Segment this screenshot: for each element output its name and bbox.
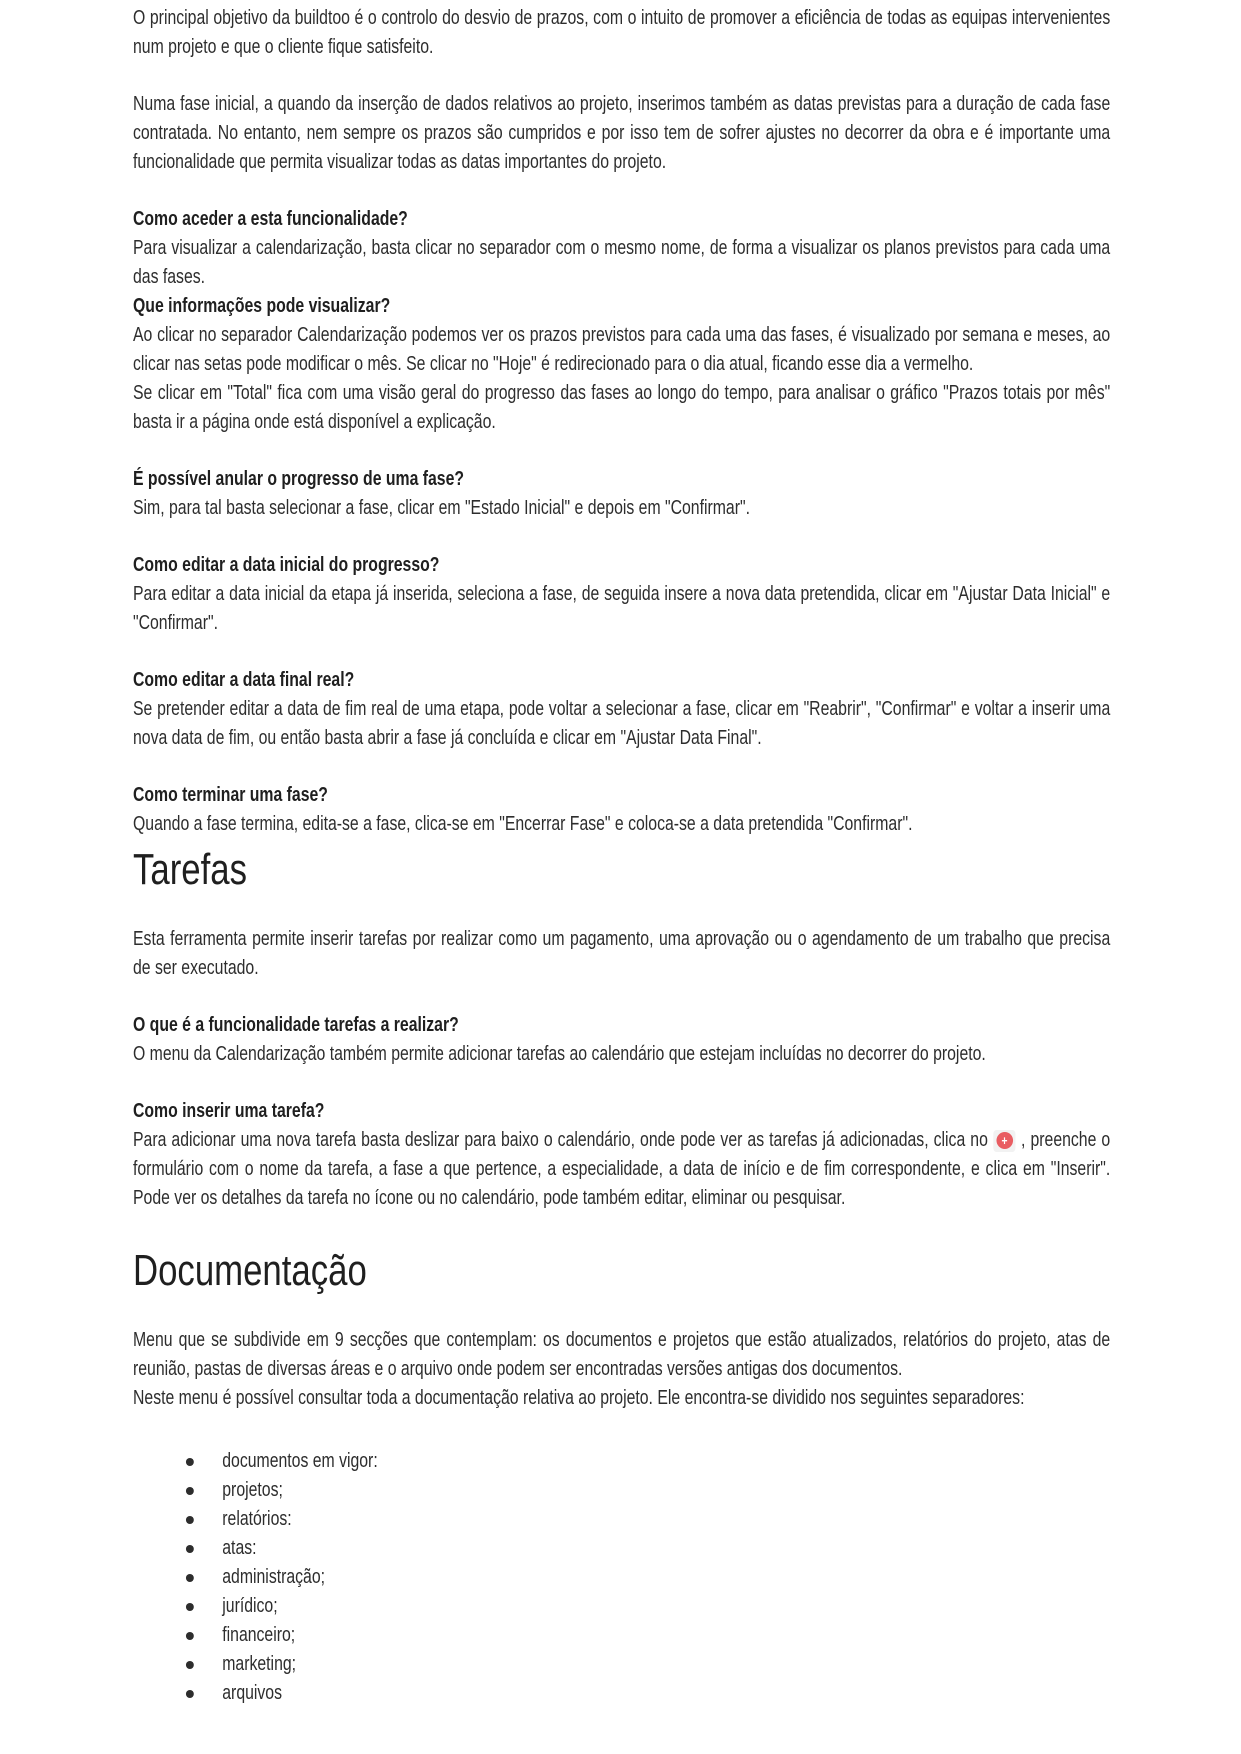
bullet-icon (186, 1545, 194, 1553)
faq-question-editar-data-inicial: Como editar a data inicial do progresso? (133, 554, 440, 576)
tarefas-intro-paragraph: Esta ferramenta permite inserir tarefas por realizar como um pagamento, uma aprovação ou o agendamento de um trabalho que precisa de ser executado. (133, 928, 1111, 979)
faq-question-tarefas-realizar: O que é a funcionalidade tarefas a realizar? (133, 1014, 459, 1036)
list-item (133, 1650, 1110, 1679)
bullet-icon (186, 1574, 194, 1582)
answer-text-before-icon: Para adicionar uma nova tarefa basta deslizar para baixo o calendário, onde pode ver as tarefas já adicionadas, clica no (133, 1129, 988, 1151)
faq-question-inserir-tarefa: Como inserir uma tarefa? (133, 1100, 325, 1122)
faq-answer: Quando a fase termina, edita-se a fase, clica-se em "Encerrar Fase" e coloca-se a data pretendida "Confirmar". (133, 813, 913, 835)
plus-icon: + (996, 1132, 1013, 1149)
list-item (133, 1476, 1110, 1505)
bullet-icon (186, 1661, 194, 1669)
doc-section-label: jurídico; (222, 1595, 278, 1617)
doc-section-label: atas: (222, 1537, 257, 1559)
section-title-documentacao: Documentação (133, 1246, 367, 1295)
faq-answer: Sim, para tal basta selecionar a fase, clicar em "Estado Inicial" e depois em "Confirmar". (133, 497, 750, 519)
section-title-tarefas: Tarefas (133, 845, 247, 894)
faq-answer: Ao clicar no separador Calendarização podemos ver os prazos previstos para cada uma das fases, é visualizado por semana e meses, ao clicar nas setas pode modificar o mês. Se clicar no "Hoje" é redirecionado para o dia atual, ficando esse dia a vermelho. (133, 324, 1111, 375)
list-item (133, 1447, 1110, 1476)
faq-answer: Para editar a data inicial da etapa já inserida, seleciona a fase, de seguida insere a nova data pretendida, clicar em "Ajustar Data Inicial" e "Confirmar". (133, 583, 1111, 634)
list-item (133, 1621, 1110, 1650)
documentacao-paragraph: Neste menu é possível consultar toda a documentação relativa ao projeto. Ele encontra-se dividido nos seguintes separadores: (133, 1387, 1025, 1409)
intro-paragraph: Numa fase inicial, a quando da inserção de dados relativos ao projeto, inserimos também as datas previstas para a duração de cada fase contratada. No entanto, nem sempre os prazos são cumpridos e por isso tem de sofrer ajustes no decorrer da obra e é importante uma funcionalidade que permita visualizar todas as datas importantes do projeto. (133, 93, 1111, 173)
answer-text-after-icon: , preenche o formulário com o nome da tarefa, a fase a que pertence, a especialidade, a data de início e de fim correspondente, e clica em "Inserir". Pode ver os detalhes da tarefa no ícone ou no calendário, pode também editar, eliminar ou pesquisar. (133, 1129, 1111, 1209)
bullet-icon (186, 1690, 194, 1698)
faq-question-aceder: Como aceder a esta funcionalidade? (133, 208, 408, 230)
bullet-icon (186, 1458, 194, 1466)
list-item (133, 1534, 1110, 1563)
content-column (133, 4, 1110, 1708)
documentacao-paragraph: Menu que se subdivide em 9 secções que contemplam: os documentos e projetos que estão atualizados, relatórios do projeto, atas de reunião, pastas de diversas áreas e o arquivo onde podem ser encontradas versões antigas dos documentos. (133, 1329, 1111, 1380)
doc-section-label: administração; (222, 1566, 326, 1588)
faq-question-terminar-fase: Como terminar uma fase? (133, 784, 328, 806)
faq-question-anular-progresso: É possível anular o progresso de uma fase? (133, 468, 465, 490)
faq-answer: Se pretender editar a data de fim real de uma etapa, pode voltar a selecionar a fase, clicar em "Reabrir", "Confirmar" e voltar a inserir uma nova data de fim, ou então basta abrir a fase já concluída e clicar em "Ajustar Data Final". (133, 698, 1111, 749)
faq-answer: Para visualizar a calendarização, basta clicar no separador com o mesmo nome, de forma a visualizar os planos previstos para cada uma das fases. (133, 237, 1111, 288)
intro-paragraph: O principal objetivo da buildtoo é o controlo do desvio de prazos, com o intuito de promover a eficiência de todas as equipas intervenientes num projeto e que o cliente fique satisfeito. (133, 7, 1111, 58)
faq-answer: O menu da Calendarização também permite adicionar tarefas ao calendário que estejam incluídas no decorrer do projeto. (133, 1043, 986, 1065)
faq-answer-inserir-tarefa (133, 1126, 1110, 1213)
faq-answer: Se clicar em "Total" fica com uma visão geral do progresso das fases ao longo do tempo, para analisar o gráfico "Prazos totais por mês" basta ir a página onde está disponível a explicação. (133, 382, 1111, 433)
doc-section-label: marketing; (222, 1653, 297, 1675)
list-item (133, 1563, 1110, 1592)
doc-section-label: projetos; (222, 1479, 283, 1501)
add-task-icon (993, 1130, 1015, 1152)
bullet-icon (186, 1632, 194, 1640)
doc-section-label: relatórios: (222, 1508, 292, 1530)
documentacao-sections-list (133, 1447, 1110, 1708)
faq-question-editar-data-final: Como editar a data final real? (133, 669, 355, 691)
bullet-icon (186, 1516, 194, 1524)
list-item (133, 1592, 1110, 1621)
bullet-icon (186, 1603, 194, 1611)
faq-question-informacoes: Que informações pode visualizar? (133, 295, 391, 317)
doc-section-label: documentos em vigor: (222, 1450, 378, 1472)
list-item (133, 1505, 1110, 1534)
doc-section-label: arquivos (222, 1682, 283, 1704)
list-item (133, 1679, 1110, 1708)
doc-section-label: financeiro; (222, 1624, 296, 1646)
bullet-icon (186, 1487, 194, 1495)
